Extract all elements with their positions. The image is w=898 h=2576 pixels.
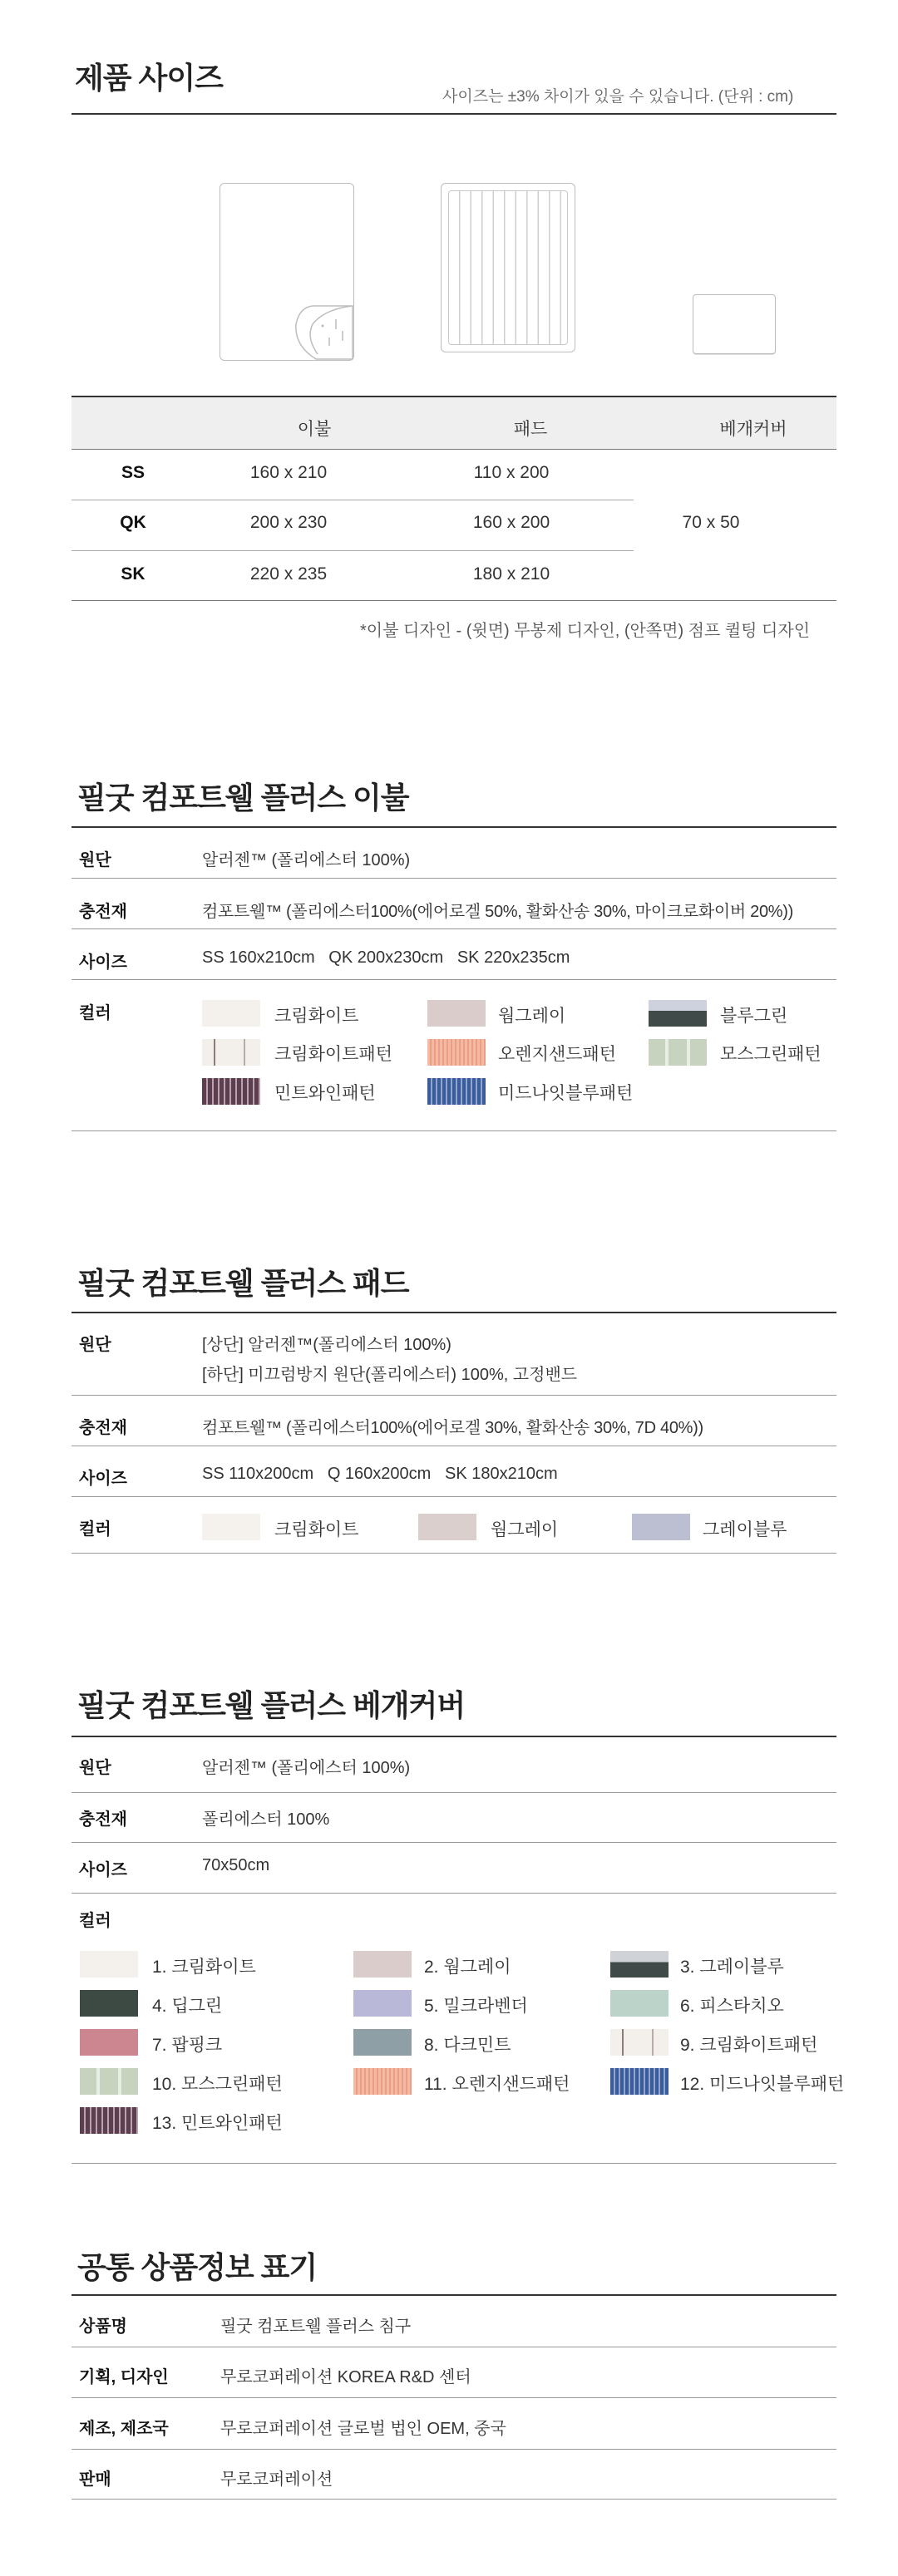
info-value-planning-design: 무로코퍼레이션 KOREA R&D 센터: [220, 2368, 471, 2386]
divider: [72, 2449, 836, 2450]
color-name: 11. 오렌지샌드패턴: [424, 2075, 570, 2094]
filling-value: 폴리에스터 100%: [202, 1810, 330, 1829]
fabric-value: 알러젠™ (폴리에스터 100%): [202, 851, 411, 869]
color-label: 컬러: [79, 1004, 111, 1022]
fabric-value-top: [상단] 알러젠™(폴리에스터 100%): [202, 1336, 451, 1354]
swatch-dark-mint: [353, 2029, 412, 2056]
color-name: 13. 민트와인패턴: [152, 2114, 283, 2133]
filling-label: 충전재: [79, 1419, 127, 1437]
divider: [72, 1496, 836, 1497]
size-value: 70x50cm: [202, 1856, 270, 1874]
divider: [72, 600, 836, 601]
color-name: 2. 웜그레이: [424, 1958, 511, 1977]
swatch-cream-white-pattern: [610, 2029, 669, 2056]
divider: [72, 550, 634, 551]
divider: [72, 449, 836, 450]
pad-spec-title: 필굿 컴포트웰 플러스 패드: [77, 1266, 409, 1300]
info-label-seller: 판매: [79, 2470, 111, 2489]
color-name: 모스그린패턴: [720, 1045, 822, 1064]
color-name: 웜그레이: [498, 1007, 566, 1026]
size-value: SS 110x200cm Q 160x200cm SK 180x210cm: [202, 1465, 558, 1483]
blanket-size-sk: 220 x 235: [249, 564, 328, 584]
swatch-moss-green-pattern: [80, 2068, 138, 2095]
size-label: 사이즈: [79, 1470, 127, 1488]
divider: [72, 878, 836, 879]
color-name: 크림화이트패턴: [274, 1045, 393, 1064]
swatch-mint-wine-pattern: [80, 2107, 138, 2134]
divider: [72, 2499, 836, 2500]
size-label-qk: QK: [120, 513, 146, 532]
color-name: 12. 미드나잇블루패턴: [680, 2075, 845, 2094]
fabric-label: 원단: [79, 1336, 111, 1354]
divider: [72, 1842, 836, 1843]
size-label-sk: SK: [121, 564, 146, 584]
color-name: 3. 그레이블루: [680, 1958, 784, 1977]
size-label: 사이즈: [79, 953, 127, 972]
swatch-gray-blue: [632, 1514, 690, 1540]
color-name: 웜그레이: [491, 1520, 559, 1539]
blanket-size-qk: 200 x 230: [249, 513, 328, 532]
swatch-milk-lavender: [353, 1990, 412, 2017]
divider: [72, 1553, 836, 1554]
swatch-gray-blue: [610, 1951, 669, 1978]
swatch-orange-sand-pattern: [353, 2068, 412, 2095]
color-name: 오렌지샌드패턴: [498, 1045, 617, 1064]
divider: [72, 1893, 836, 1894]
info-value-product-name: 필굿 컴포트웰 플러스 침구: [220, 2317, 412, 2336]
color-name: 민트와인패턴: [274, 1084, 376, 1103]
swatch-warm-gray: [418, 1514, 476, 1540]
header-blanket: 이불: [297, 420, 332, 439]
filling-value: 컴포트웰™ (폴리에스터100%(에어로겔 30%, 활화산송 30%, 7D 40%)): [202, 1419, 703, 1437]
header-pillow-cover: 베개커버: [719, 420, 787, 439]
fabric-label: 원단: [79, 1759, 111, 1777]
swatch-blue-green: [649, 1000, 707, 1027]
swatch-pistachio: [610, 1990, 669, 2017]
divider: [72, 2163, 836, 2164]
fabric-value: 알러젠™ (폴리에스터 100%): [202, 1759, 411, 1777]
divider: [72, 2294, 836, 2296]
swatch-warm-gray: [427, 1000, 486, 1027]
divider: [72, 826, 836, 828]
size-value: SS 160x210cm QK 200x230cm SK 220x235cm: [202, 948, 570, 967]
size-table-header: [72, 396, 836, 449]
swatch-pop-pink: [80, 2029, 138, 2056]
info-label-product-name: 상품명: [79, 2317, 127, 2336]
swatch-moss-green-pattern: [649, 1039, 707, 1066]
color-name: 1. 크림화이트: [152, 1958, 256, 1977]
color-name: 10. 모스그린패턴: [152, 2075, 283, 2094]
blanket-size-ss: 160 x 210: [249, 463, 328, 482]
color-name: 6. 피스타치오: [680, 1997, 784, 2016]
divider: [72, 928, 836, 929]
info-value-manufacturer: 무로코퍼레이션 글로벌 법인 OEM, 중국: [220, 2420, 506, 2438]
divider: [72, 1130, 836, 1131]
size-label-ss: SS: [121, 463, 145, 482]
pad-illustration: [441, 183, 575, 352]
swatch-deep-green: [80, 1990, 138, 2017]
pillow-cover-size: 70 x 50: [682, 513, 740, 532]
size-tolerance-note: 사이즈는 ±3% 차이가 있을 수 있습니다. (단위 : cm): [442, 88, 794, 106]
blanket-corner-fold: [220, 183, 354, 361]
color-label: 컬러: [79, 1520, 111, 1539]
divider: [72, 1312, 836, 1313]
common-info-title: 공통 상품정보 표기: [77, 2250, 318, 2284]
pad-size-ss: 110 x 200: [473, 463, 550, 482]
color-name: 7. 팝핑크: [152, 2036, 223, 2055]
swatch-warm-gray: [353, 1951, 412, 1978]
color-name: 크림화이트: [274, 1007, 359, 1026]
header-pad: 패드: [513, 420, 548, 439]
color-name: 4. 딥그린: [152, 1997, 223, 2016]
swatch-midnight-blue-pattern: [610, 2068, 669, 2095]
swatch-cream-white: [80, 1951, 138, 1978]
color-name: 5. 밀크라벤더: [424, 1997, 528, 2016]
size-label: 사이즈: [79, 1861, 127, 1879]
pillow-cover-illustration: [693, 294, 776, 354]
divider: [72, 979, 836, 980]
swatch-cream-white: [202, 1000, 260, 1027]
filling-label: 충전재: [79, 903, 127, 921]
color-name: 9. 크림화이트패턴: [680, 2036, 818, 2055]
color-name: 미드나잇블루패턴: [498, 1084, 634, 1103]
swatch-cream-white: [202, 1514, 260, 1540]
design-footnote: *이불 디자인 - (윗면) 무봉제 디자인, (안쪽면) 점프 퀼팅 디자인: [360, 622, 811, 640]
filling-label: 충전재: [79, 1810, 127, 1829]
info-label-manufacturer: 제조, 제조국: [79, 2420, 169, 2438]
divider: [72, 113, 836, 115]
swatch-cream-white-pattern: [202, 1039, 260, 1066]
swatch-midnight-blue-pattern: [427, 1078, 486, 1105]
info-value-seller: 무로코퍼레이션: [220, 2470, 333, 2489]
pad-size-sk: 180 x 210: [472, 564, 550, 584]
color-name: 크림화이트: [274, 1520, 359, 1539]
divider: [72, 1792, 836, 1793]
color-name: 그레이블루: [703, 1520, 787, 1539]
color-name: 블루그린: [720, 1007, 788, 1026]
pillow-spec-title: 필굿 컴포트웰 플러스 베개커버: [77, 1688, 466, 1722]
blanket-illustration: [220, 183, 354, 361]
blanket-spec-title: 필굿 컴포트웰 플러스 이불: [77, 781, 409, 815]
color-name: 8. 다크민트: [424, 2036, 511, 2055]
color-label: 컬러: [79, 1912, 111, 1930]
fabric-label: 원단: [79, 851, 111, 869]
info-label-planning-design: 기획, 디자인: [79, 2368, 169, 2386]
swatch-orange-sand-pattern: [427, 1039, 486, 1066]
divider: [72, 2397, 836, 2398]
pad-size-qk: 160 x 200: [472, 513, 550, 532]
size-section-title: 제품 사이즈: [75, 61, 223, 95]
fabric-value-bottom: [하단] 미끄럼방지 원단(폴리에스터) 100%, 고정밴드: [202, 1366, 578, 1384]
divider: [72, 1736, 836, 1737]
swatch-mint-wine-pattern: [202, 1078, 260, 1105]
divider: [72, 1395, 836, 1396]
filling-value: 컴포트웰™ (폴리에스터100%(에어로겔 50%, 활화산송 30%, 마이크로화이버 20%)): [202, 903, 794, 921]
